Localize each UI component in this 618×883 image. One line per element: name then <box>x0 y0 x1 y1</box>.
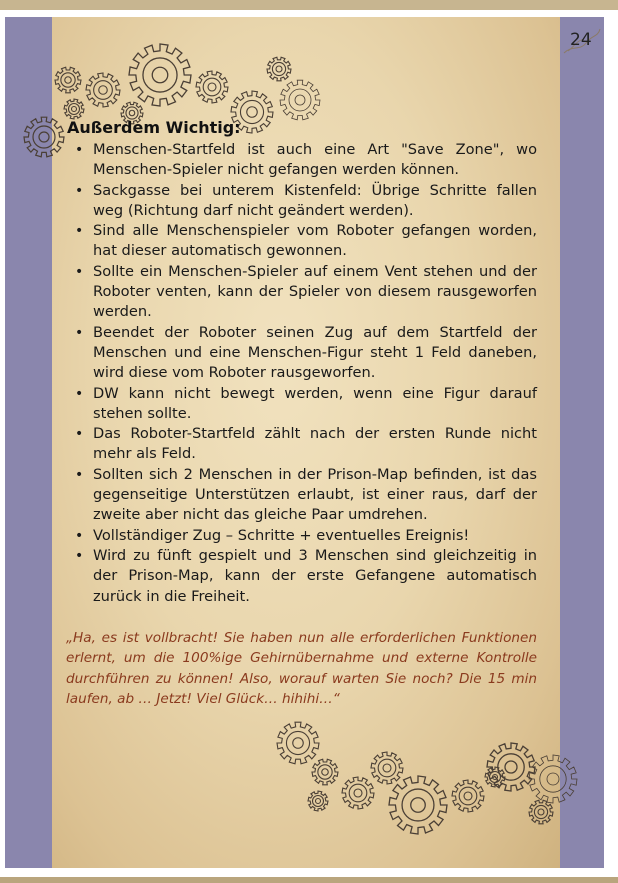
gear-icon <box>86 73 120 107</box>
gear-icon <box>312 759 338 785</box>
gear-icon <box>24 117 64 157</box>
list-item: • Wird zu fünft gespielt und 3 Menschen sind gleichzeitig in der Prison-Map, kann der erste Gefangene automatisch zurück in die Freiheit. <box>93 546 537 607</box>
gear-icon <box>267 57 291 81</box>
gear-icon <box>342 777 374 809</box>
section-heading: Außerdem Wichtig: <box>67 118 241 137</box>
gear-icon <box>371 752 403 784</box>
list-item: • Menschen-Startfeld ist auch eine Art "Save Zone", wo Menschen-Spieler nicht gefangen werden können. <box>93 140 537 181</box>
list-item: • Sackgasse bei unterem Kistenfeld: Übrige Schritte fallen weg (Richtung darf nicht geändert werden). <box>93 181 537 222</box>
page-bottom-strip <box>0 877 618 883</box>
list-item: • Sind alle Menschenspieler vom Roboter gefangen worden, hat dieser automatisch gewonnen. <box>93 221 537 262</box>
gear-icon <box>452 780 484 812</box>
gear-icon <box>529 800 553 824</box>
list-item: • Sollten sich 2 Menschen in der Prison-Map befinden, ist das gegenseitige Unterstützen erlaubt, ist einer raus, darf der zweite aber nicht das gleiche Paar umdrehen. <box>93 465 537 526</box>
gear-icon <box>280 80 320 120</box>
list-item: • Das Roboter-Startfeld zählt nach der ersten Runde nicht mehr als Feld. <box>93 424 537 465</box>
closing-quote: „Ha, es ist vollbracht! Sie haben nun alle erforderlichen Funktionen erlernt, um die 100%ige Gehirnübernahme und externe Kontrolle durchführen zu können! Also, worauf warten Sie noch? Die 15 min laufen, ab … Jetzt! Viel Glück… hihihi…“ <box>66 630 537 707</box>
gear-icon <box>55 67 81 93</box>
gear-icon <box>529 755 577 803</box>
gear-icon <box>129 44 191 106</box>
gear-icon <box>64 99 84 119</box>
page-number: 24 <box>570 30 592 50</box>
list-item: • Beendet der Roboter seinen Zug auf dem Startfeld der Menschen und eine Menschen-Figur steht 1 Feld daneben, wird diese vom Roboter rausgeworfen. <box>93 323 537 384</box>
gear-icon <box>277 722 319 764</box>
list-item: • DW kann nicht bewegt werden, wenn eine Figur darauf stehen sollte. <box>93 384 537 425</box>
rules-list <box>70 140 537 607</box>
gear-icon <box>196 71 228 103</box>
gear-icon <box>308 791 328 811</box>
list-item: • Sollte ein Menschen-Spieler auf einem Vent stehen und der Roboter venten, kann der Spieler von diesem rausgeworfen werden. <box>93 262 537 323</box>
gear-icon <box>389 776 447 834</box>
gear-icon <box>487 743 535 791</box>
list-item: • Vollständiger Zug – Schritte + eventuelles Ereignis! <box>93 526 537 546</box>
